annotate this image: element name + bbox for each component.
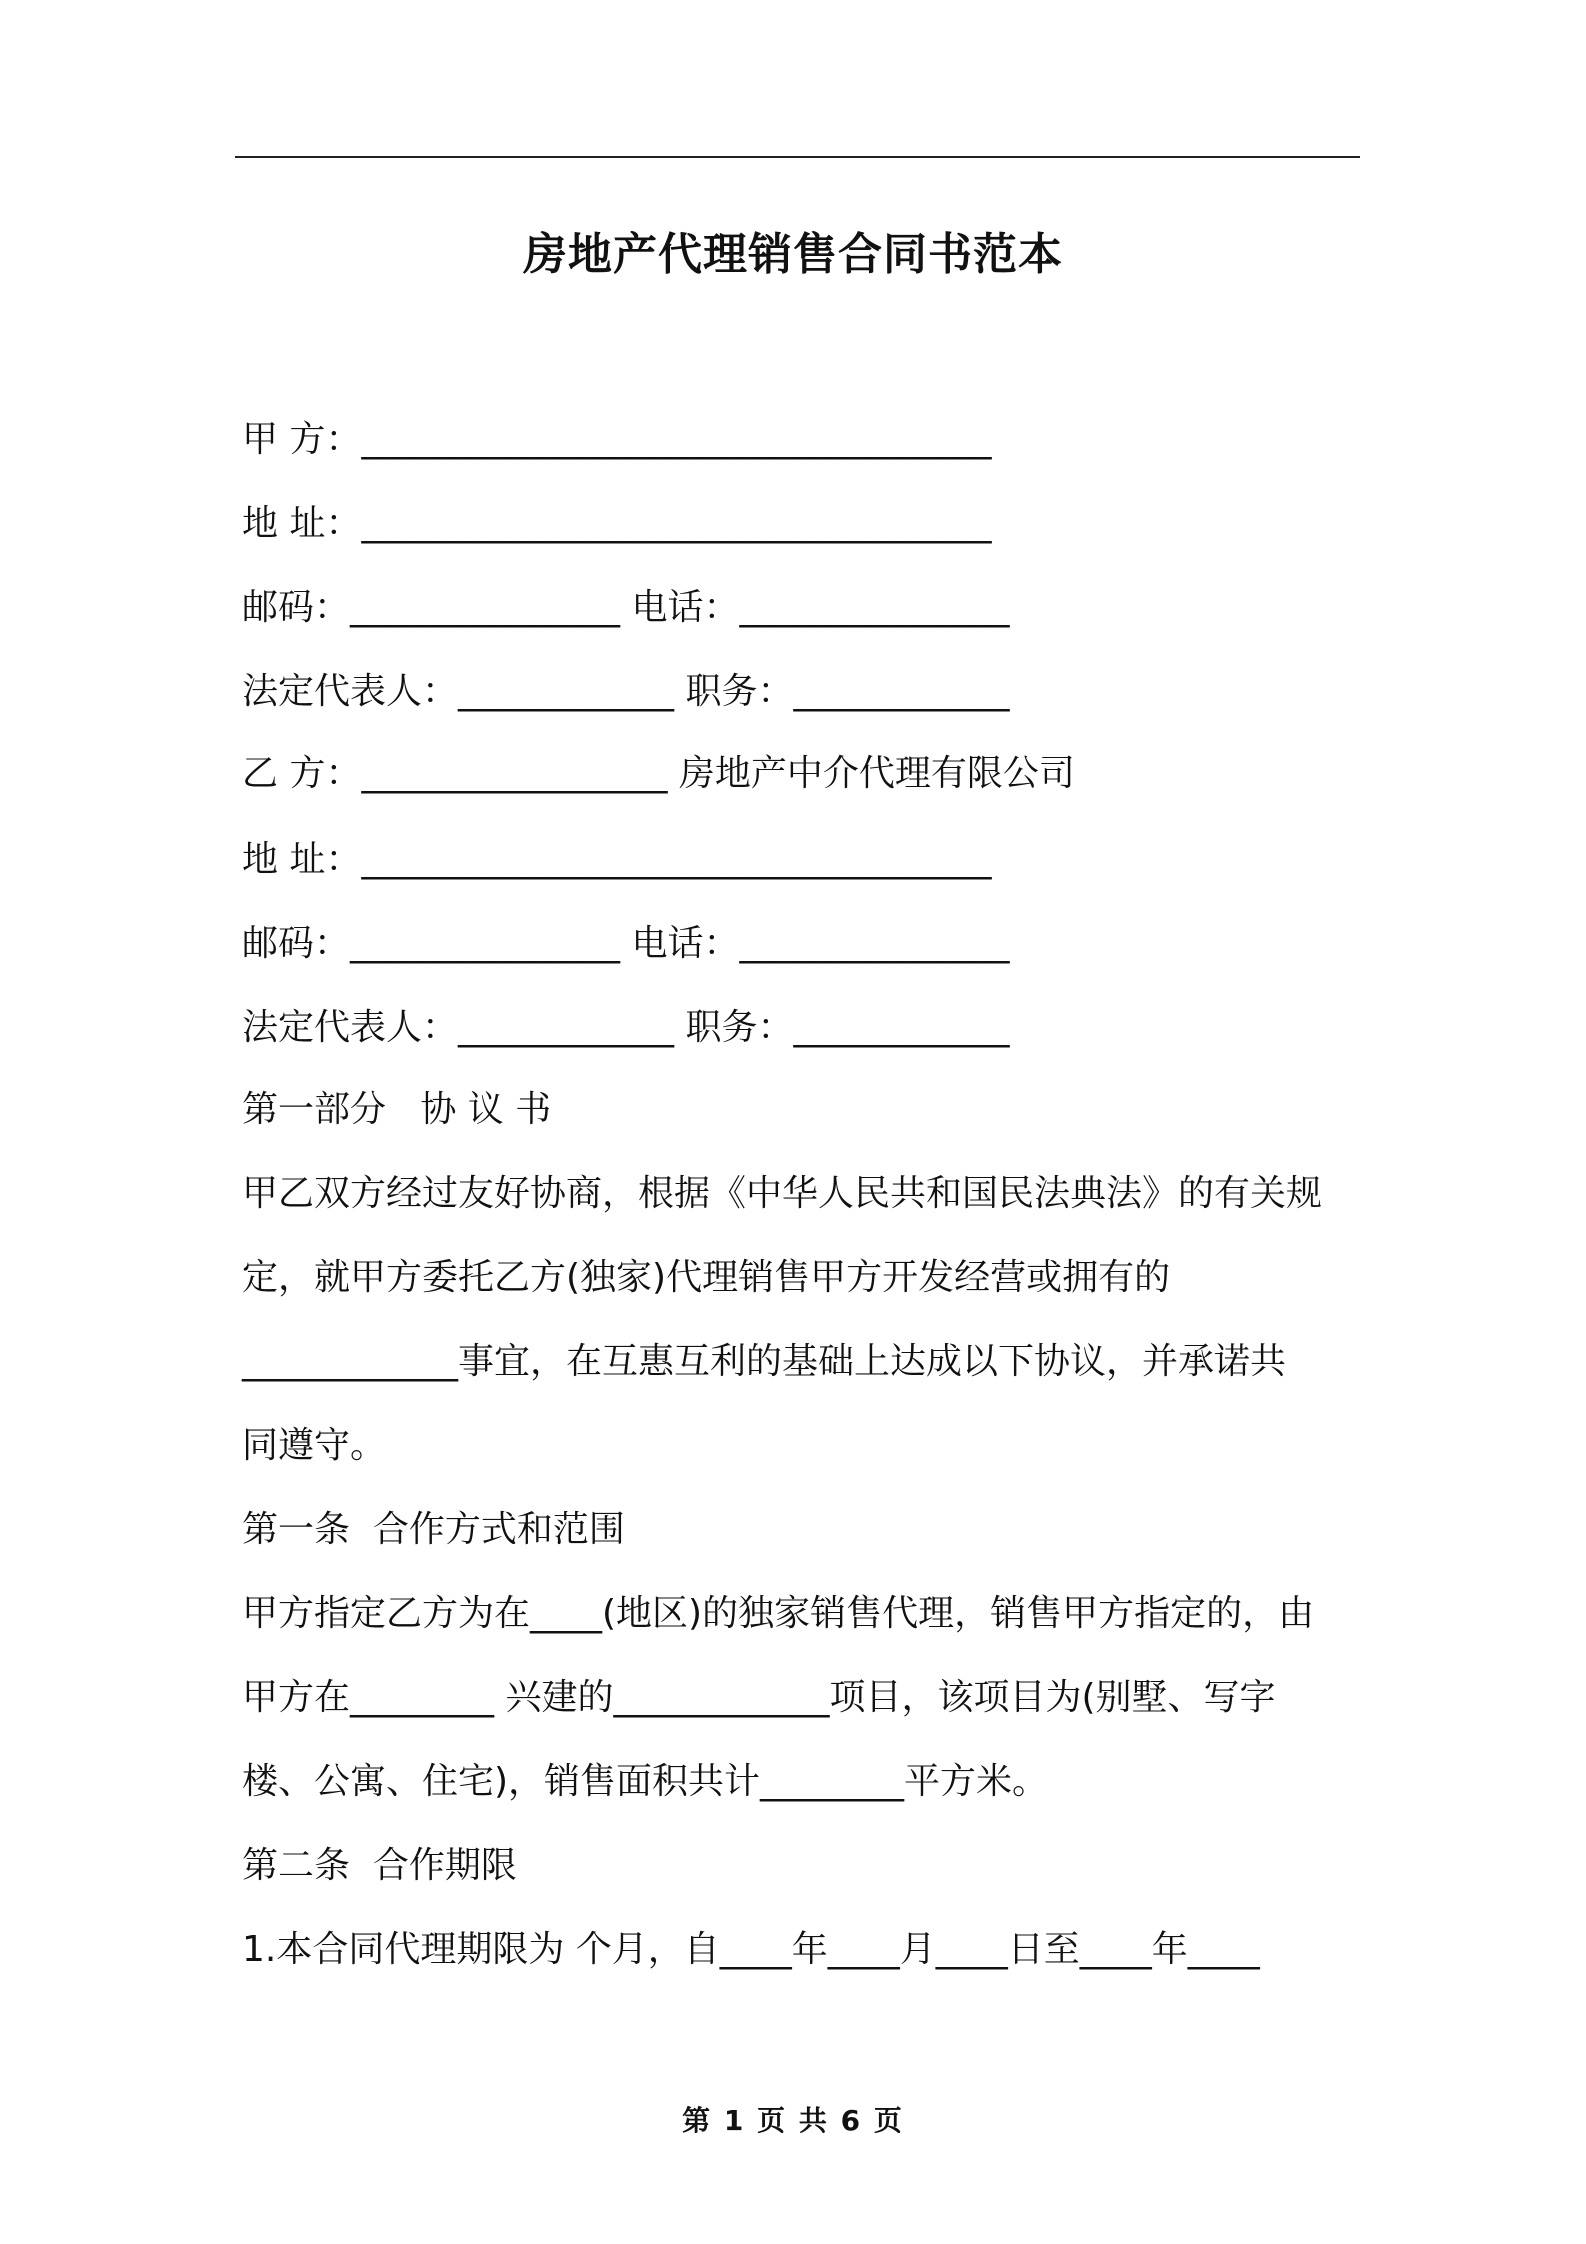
party-b-name-line: 乙 方：_________________ 房地产中介代理有限公司 [242, 753, 1075, 794]
section-heading: 第一部分 协 议 书 [242, 1089, 552, 1130]
party-b-postcode-phone-line: 邮码：_______________ 电话：_______________ [242, 923, 1010, 964]
article-heading: 第二条 合作期限 [242, 1845, 517, 1886]
party-a-address-line: 地 址：___________________________________ [242, 503, 992, 544]
article-heading: 第一条 合作方式和范围 [242, 1509, 625, 1550]
paragraph-line: 甲乙双方经过友好协商，根据《中华人民共和国民法典法》的有关规 [242, 1173, 1323, 1214]
party-a-representative-line: 法定代表人：____________ 职务：____________ [242, 671, 1010, 712]
party-a-name-line: 甲 方：___________________________________ [242, 419, 992, 460]
paragraph-line: 楼、公寓、住宅)，销售面积共计________平方米。 [242, 1761, 1049, 1802]
paragraph-line: 同遵守。 [242, 1425, 387, 1466]
header-rule [235, 156, 1360, 158]
paragraph-line: 1.本合同代理期限为 个月，自____年____月____日至____年____ [242, 1929, 1260, 1970]
party-b-address-line: 地 址：___________________________________ [242, 839, 992, 880]
paragraph-line: 定，就甲方委托乙方(独家)代理销售甲方开发经营或拥有的 [242, 1257, 1171, 1298]
paragraph-line: 甲方指定乙方为在____(地区)的独家销售代理，销售甲方指定的，由 [242, 1593, 1315, 1634]
party-b-representative-line: 法定代表人：____________ 职务：____________ [242, 1007, 1010, 1048]
document-title: 房地产代理销售合同书范本 [523, 229, 1063, 280]
party-a-postcode-phone-line: 邮码：_______________ 电话：_______________ [242, 587, 1010, 628]
page-number-footer: 第 1 页 共 6 页 [682, 2104, 904, 2137]
paragraph-line: 甲方在________ 兴建的____________项目，该项目为(别墅、写字 [242, 1677, 1276, 1718]
paragraph-line: ____________事宜，在互惠互利的基础上达成以下协议，并承诺共 [242, 1341, 1287, 1382]
